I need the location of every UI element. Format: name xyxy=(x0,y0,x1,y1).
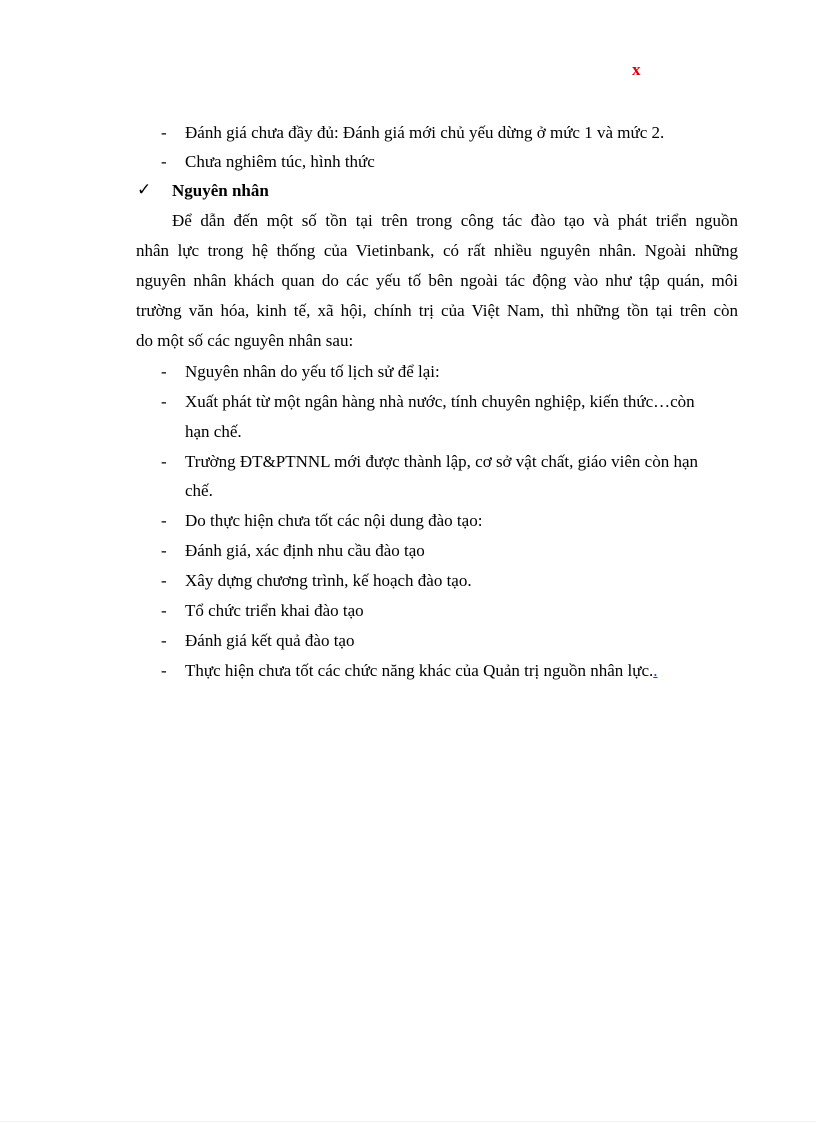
list-item-text: Đánh giá, xác định nhu cầu đào tạo xyxy=(185,541,425,560)
bullet-dash: - xyxy=(161,123,167,142)
checkmark-icon: ✓ xyxy=(137,180,152,200)
list-item-dash: - xyxy=(161,541,167,560)
list-item-text: Xuất phát từ một ngân hàng nhà nước, tính chuyên nghiệp, kiến thức…còn xyxy=(185,392,695,411)
paragraph-line-1: Để dẫn đến một số tồn tại trên trong công tác đào tạo và phát triển nguồn xyxy=(172,211,738,230)
red-x-marker: x xyxy=(632,60,641,79)
list-item-text: Xây dựng chương trình, kế hoạch đào tạo. xyxy=(185,571,472,590)
list-item-text-body: Thực hiện chưa tốt các chức năng khác của Quản trị nguồn nhân lực. xyxy=(185,661,654,680)
paragraph-line-5: do một số các nguyên nhân sau: xyxy=(136,331,354,350)
list-item-dash: - xyxy=(161,661,167,680)
bullet-text-danh-gia: Đánh giá chưa đầy đủ: Đánh giá mới chủ yếu dừng ở mức 1 và mức 2. xyxy=(185,123,665,142)
list-item-continuation: hạn chế. xyxy=(185,422,242,441)
list-item-text: Do thực hiện chưa tốt các nội dung đào tạo: xyxy=(185,511,483,530)
list-item-dash: - xyxy=(161,452,167,471)
list-item-text xyxy=(185,661,658,681)
list-item-text: Nguyên nhân do yếu tố lịch sử để lại: xyxy=(185,362,440,381)
bullet-text-chua-nghiem-tuc: Chưa nghiêm túc, hình thức xyxy=(185,152,375,171)
paragraph-line-4: trường văn hóa, kinh tế, xã hội, chính trị của Việt Nam, thì những tồn tại trên còn xyxy=(136,301,738,320)
list-item-continuation: chế. xyxy=(185,481,213,500)
list-item-dash: - xyxy=(161,511,167,530)
footnote-link[interactable]: . xyxy=(653,661,658,680)
bullet-dash: - xyxy=(161,152,167,171)
list-item-text: Đánh giá kết quả đào tạo xyxy=(185,631,355,650)
section-heading: Nguyên nhân xyxy=(172,181,269,200)
list-item-dash: - xyxy=(161,571,167,590)
list-item-dash: - xyxy=(161,392,167,411)
page-bottom-divider xyxy=(0,1121,816,1122)
list-item-text: Tổ chức triển khai đào tạo xyxy=(185,601,364,620)
list-item-dash: - xyxy=(161,631,167,650)
paragraph-line-2: nhân lực trong hệ thống của Vietinbank, có rất nhiều nguyên nhân. Ngoài những xyxy=(136,241,738,260)
list-item-dash: - xyxy=(161,362,167,381)
list-item-text: Trường ĐT&PTNNL mới được thành lập, cơ sở vật chất, giáo viên còn hạn xyxy=(185,452,699,471)
paragraph-line-3: nguyên nhân khách quan do các yếu tố bên ngoài tác động vào như tập quán, môi xyxy=(136,271,738,290)
list-item-dash: - xyxy=(161,601,167,620)
